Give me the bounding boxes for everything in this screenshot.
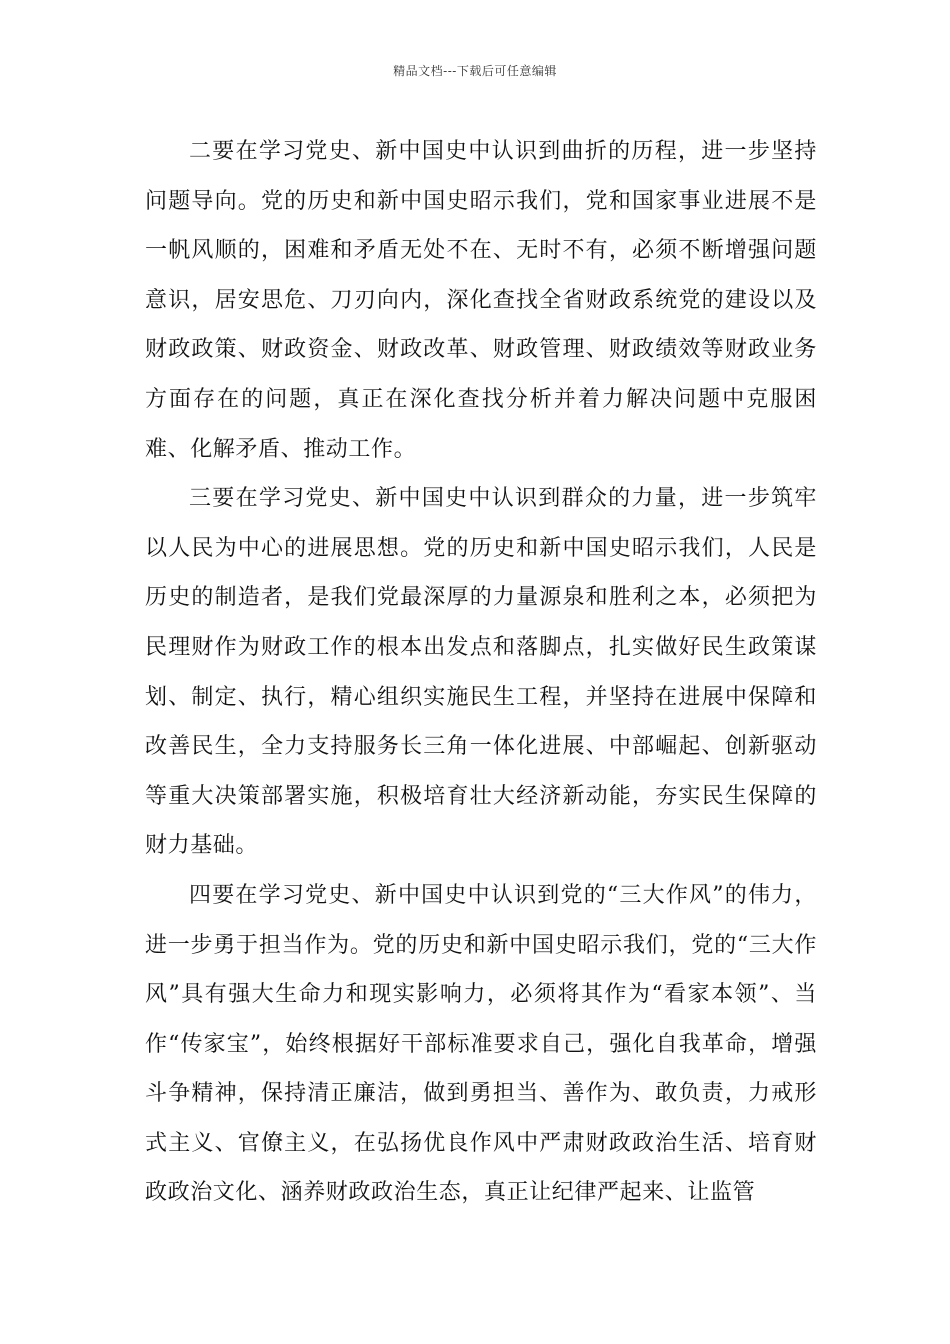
page-header: 精品文档---下载后可任意编辑 <box>393 64 557 78</box>
paragraph-2: 二要在学习党史、新中国史中认识到曲折的历程，进一步坚持问题导向。党的历史和新中国史昭示我们，党和国家事业进展不是一帆风顺的，困难和矛盾无处不在、无时不有，必须不断增强问题意识，居安思危、刀刃向内，深化查找全省财政系统党的建设以及财政政策、财政资金、财政改革、财政管理、财政绩效等财政业务方面存在的问题，真正在深化查找分析并着力解决问题中克服困难、化解矛盾、推动工作。 <box>145 139 817 462</box>
paragraph-4: 四要在学习党史、新中国史中认识到党的“三大作风”的伟力，进一步勇于担当作为。党的历史和新中国史昭示我们，党的“三大作风”具有强大生命力和现实影响力，必须将其作为“看家本领”、当作“传家宝”，始终根据好干部标准要求自己，强化自我革命，增强斗争精神，保持清正廉洁，做到勇担当、善作为、敢负责，力戒形式主义、官僚主义，在弘扬优良作风中严肃财政政治生活、培育财政政治文化、涵养财政政治生态，真正让纪律严起来、让监管 <box>145 882 817 1206</box>
document-body <box>145 127 817 1218</box>
paragraph-3: 三要在学习党史、新中国史中认识到群众的力量，进一步筑牢以人民为中心的进展思想。党的历史和新中国史昭示我们，人民是历史的制造者，是我们党最深厚的力量源泉和胜利之本，必须把为民理财作为财政工作的根本出发点和落脚点，扎实做好民生政策谋划、制定、执行，精心组织实施民生工程，并坚持在进展中保障和改善民生，全力支持服务长三角一体化进展、中部崛起、创新驱动等重大决策部署实施，积极培育壮大经济新动能，夯实民生保障的财力基础。 <box>145 486 817 859</box>
